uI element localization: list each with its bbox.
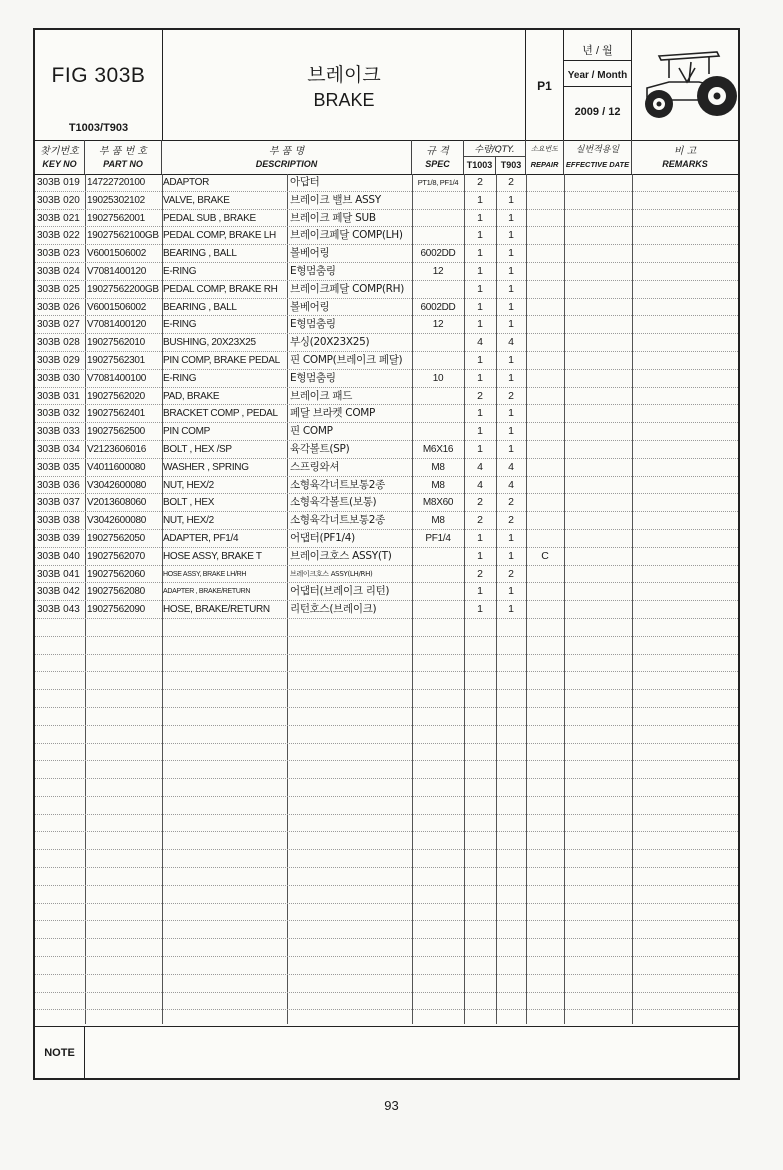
cell-key: 303B 033 xyxy=(37,426,80,438)
empty-row xyxy=(35,655,738,673)
cell-desc: PIN COMP xyxy=(163,426,211,438)
table-row xyxy=(35,494,738,512)
cell-q1: 1 xyxy=(477,264,483,277)
col-spec: 규 격 SPEC xyxy=(412,140,464,174)
empty-row xyxy=(35,797,738,815)
cell-q1: 1 xyxy=(477,549,483,562)
cell-ko: 육각볼트(SP) xyxy=(290,442,350,455)
cell-spec: PF1/4 xyxy=(425,532,451,544)
cell-q2: 1 xyxy=(508,549,514,562)
cell-rem xyxy=(526,316,564,333)
parts-rows xyxy=(35,174,738,1010)
col-qty-t903: T903 xyxy=(496,156,526,174)
parts-table xyxy=(35,174,738,1024)
cell-rem xyxy=(526,281,564,298)
cell-q2: 1 xyxy=(508,371,514,384)
cell-spec: M6X16 xyxy=(422,443,454,455)
cell-desc: PAD, BRAKE xyxy=(163,390,220,402)
cell-rem xyxy=(526,423,564,440)
cell-spec: PT1/8, PF1/4 xyxy=(417,178,459,187)
cell-ko: 브레이크 밸브 ASSY xyxy=(290,193,381,206)
cell-desc: E-RING xyxy=(163,319,197,331)
cell-q2: 4 xyxy=(508,336,514,349)
cell-key: 303B 035 xyxy=(37,461,80,473)
cell-key: 303B 020 xyxy=(37,194,80,206)
empty-row xyxy=(35,708,738,726)
cell-desc: WASHER , SPRING xyxy=(163,461,249,473)
cell-q2: 1 xyxy=(508,211,514,224)
cell-q1: 4 xyxy=(477,460,483,473)
cell-desc: PEDAL SUB , BRAKE xyxy=(163,212,256,224)
cell-rem xyxy=(526,583,564,600)
cell-key: 303B 034 xyxy=(37,443,80,455)
column-header-row xyxy=(35,140,738,175)
empty-row xyxy=(35,939,738,957)
cell-desc: BOLT , HEX /SP xyxy=(163,443,232,455)
cell-rem xyxy=(526,441,564,458)
cell-spec xyxy=(412,227,464,244)
empty-row xyxy=(35,637,738,655)
cell-q1: 1 xyxy=(477,585,483,598)
table-row xyxy=(35,316,738,334)
table-row xyxy=(35,405,738,423)
cell-key: 303B 037 xyxy=(37,497,80,509)
figure-number: FIG 303B xyxy=(51,64,146,87)
title-cell xyxy=(163,30,526,140)
cell-key: 303B 021 xyxy=(37,212,80,224)
cell-q1: 1 xyxy=(477,282,483,295)
cell-q2: 1 xyxy=(508,264,514,277)
empty-row xyxy=(35,868,738,886)
cell-spec xyxy=(412,405,464,422)
table-row xyxy=(35,174,738,192)
empty-row xyxy=(35,726,738,744)
cell-q2: 1 xyxy=(508,425,514,438)
cell-ko: 핀 COMP xyxy=(290,425,333,438)
cell-ko: 어댑터(PF1/4) xyxy=(290,531,355,544)
cell-q1: 1 xyxy=(477,531,483,544)
cell-desc: ADAPTOR xyxy=(163,177,210,188)
cell-q1: 1 xyxy=(477,229,483,242)
cell-spec xyxy=(412,423,464,440)
empty-row xyxy=(35,850,738,868)
cell-rem xyxy=(526,245,564,262)
cell-q1: 2 xyxy=(477,567,483,580)
cell-part: 14722720100 xyxy=(87,177,145,188)
cell-part: V3042600080 xyxy=(87,479,146,491)
cell-ko: E형멈춤링 xyxy=(290,318,336,331)
cell-rem xyxy=(526,388,564,405)
cell-q2: 2 xyxy=(508,567,514,580)
cell-part: 19027562100GB xyxy=(87,230,159,242)
col-key: 찾기번호 KEY NO xyxy=(35,140,85,174)
table-row xyxy=(35,299,738,317)
cell-spec: 12 xyxy=(432,319,444,331)
table-row xyxy=(35,334,738,352)
cell-part: V6001506002 xyxy=(87,248,146,260)
cell-ko: 소형육각너트보통2종 xyxy=(290,478,385,491)
cell-q2: 2 xyxy=(508,389,514,402)
cell-part: V4011600080 xyxy=(87,461,146,473)
cell-ko: 브레이크 패드 xyxy=(290,389,353,402)
cell-ko: 볼베어링 xyxy=(290,300,330,313)
cell-rem xyxy=(526,459,564,476)
cell-part: 19027562070 xyxy=(87,550,145,562)
cell-rem xyxy=(526,601,564,618)
table-row xyxy=(35,245,738,263)
table-row xyxy=(35,601,738,619)
cell-ko: 브레이크페달 COMP(RH) xyxy=(290,282,405,295)
empty-row xyxy=(35,993,738,1011)
cell-part: 19027562001 xyxy=(87,212,145,224)
table-row xyxy=(35,530,738,548)
cell-ko: 브레이크호스 ASSY(LH/RH) xyxy=(290,569,373,578)
cell-ko: 브레이크호스 ASSY(T) xyxy=(290,549,392,562)
table-row xyxy=(35,388,738,406)
empty-row xyxy=(35,886,738,904)
cell-rem xyxy=(526,192,564,209)
cell-spec xyxy=(412,192,464,209)
cell-part: 19027562200GB xyxy=(87,283,159,295)
cell-q1: 4 xyxy=(477,336,483,349)
cell-spec xyxy=(412,352,464,369)
cell-key: 303B 029 xyxy=(37,354,80,366)
cell-key: 303B 031 xyxy=(37,390,80,402)
cell-q2: 1 xyxy=(508,229,514,242)
cell-desc: PIN COMP, BRAKE PEDAL xyxy=(163,354,280,366)
sheet-header xyxy=(35,30,738,141)
cell-q1: 1 xyxy=(477,407,483,420)
cell-q1: 2 xyxy=(477,496,483,509)
cell-desc: HOSE, BRAKE/RETURN xyxy=(163,604,270,616)
cell-spec xyxy=(412,601,464,618)
cell-q1: 1 xyxy=(477,211,483,224)
cell-rem xyxy=(526,494,564,511)
cell-rem xyxy=(526,263,564,280)
cell-q2: 1 xyxy=(508,442,514,455)
cell-q1: 1 xyxy=(477,353,483,366)
year-month-cell xyxy=(564,30,632,140)
cell-spec xyxy=(412,281,464,298)
cell-part: V3042600080 xyxy=(87,515,146,527)
col-description: 부 품 명 DESCRIPTION xyxy=(162,140,412,174)
cell-rem: C xyxy=(541,549,549,562)
title-english: BRAKE xyxy=(313,90,375,110)
cell-key: 303B 019 xyxy=(37,177,80,188)
cell-desc: ADAPTER , BRAKE/RETURN xyxy=(163,588,251,596)
cell-part: 19027562401 xyxy=(87,408,145,420)
cell-desc: ADAPTER, PF1/4 xyxy=(163,532,239,544)
empty-row xyxy=(35,744,738,762)
cell-rem xyxy=(526,370,564,387)
cell-rem xyxy=(526,530,564,547)
cell-q1: 2 xyxy=(477,176,483,188)
cell-q1: 2 xyxy=(477,389,483,402)
cell-part: 19027562050 xyxy=(87,532,145,544)
cell-spec: 10 xyxy=(432,372,444,384)
cell-key: 303B 022 xyxy=(37,230,80,242)
empty-row xyxy=(35,975,738,993)
cell-ko: 소형육각볼트(보통) xyxy=(290,496,377,509)
cell-desc: PEDAL COMP, BRAKE LH xyxy=(163,230,276,242)
empty-row xyxy=(35,832,738,850)
cell-part: 19027562010 xyxy=(87,337,145,349)
page-code: P1 xyxy=(537,79,552,93)
table-row xyxy=(35,477,738,495)
cell-key: 303B 042 xyxy=(37,586,80,598)
cell-rem xyxy=(526,174,564,191)
cell-desc: NUT, HEX/2 xyxy=(163,479,214,491)
cell-spec: M8 xyxy=(431,461,445,473)
cell-part: 19027562090 xyxy=(87,604,145,616)
cell-q2: 1 xyxy=(508,585,514,598)
cell-key: 303B 024 xyxy=(37,265,80,277)
table-row xyxy=(35,192,738,210)
model-name: T1003/T903 xyxy=(68,122,129,134)
table-row xyxy=(35,210,738,228)
cell-ko: E형멈춤링 xyxy=(290,371,336,384)
page-number: 93 xyxy=(384,1098,399,1113)
cell-part: 19027562500 xyxy=(87,426,145,438)
empty-row xyxy=(35,957,738,975)
issue-date: 2009 / 12 xyxy=(574,106,621,118)
cell-key: 303B 043 xyxy=(37,604,80,616)
cell-desc: BEARING , BALL xyxy=(163,248,237,260)
cell-key: 303B 025 xyxy=(37,283,80,295)
cell-part: V2013608060 xyxy=(87,497,146,509)
cell-spec: M8X60 xyxy=(422,497,454,509)
cell-q1: 1 xyxy=(477,371,483,384)
table-row xyxy=(35,370,738,388)
cell-ko: 어댑터(브레이크 리턴) xyxy=(290,585,390,598)
cell-key: 303B 036 xyxy=(37,479,80,491)
empty-row xyxy=(35,690,738,708)
cell-ko: 브레이크페달 COMP(LH) xyxy=(290,229,403,242)
cell-rem xyxy=(526,299,564,316)
cell-ko: 소형육각너트보통2종 xyxy=(290,514,385,527)
year-month-english: Year / Month xyxy=(567,70,628,81)
parts-sheet xyxy=(33,28,740,1080)
col-remarks: 비 고 REMARKS xyxy=(662,146,708,169)
cell-rem xyxy=(526,352,564,369)
table-row xyxy=(35,566,738,584)
cell-key: 303B 026 xyxy=(37,301,80,313)
cell-q2: 1 xyxy=(508,531,514,544)
cell-desc: E-RING xyxy=(163,372,197,384)
cell-spec: M8 xyxy=(431,479,445,491)
title-korean: 브레이크 xyxy=(307,65,381,86)
table-row xyxy=(35,281,738,299)
cell-desc: NUT, HEX/2 xyxy=(163,515,214,527)
cell-part: 19027562020 xyxy=(87,390,145,402)
tractor-icon xyxy=(639,38,737,132)
cell-q2: 1 xyxy=(508,353,514,366)
cell-rem xyxy=(526,566,564,583)
cell-part: 19027562301 xyxy=(87,354,145,366)
note-label: NOTE xyxy=(35,1027,85,1079)
cell-key: 303B 040 xyxy=(37,550,80,562)
cell-q1: 4 xyxy=(477,478,483,491)
cell-spec xyxy=(412,583,464,600)
table-row xyxy=(35,459,738,477)
empty-row xyxy=(35,619,738,637)
cell-desc: VALVE, BRAKE xyxy=(163,194,230,206)
cell-part: V2123606016 xyxy=(87,443,146,455)
cell-spec xyxy=(412,210,464,227)
cell-ko: 브레이크 페달 SUB xyxy=(290,211,376,224)
year-month-korean: 년 / 월 xyxy=(582,45,613,57)
cell-desc: E-RING xyxy=(163,265,197,277)
cell-spec: 6002DD xyxy=(420,248,456,260)
cell-q2: 4 xyxy=(508,460,514,473)
col-part-no: 부 품 번 호 PART NO xyxy=(85,140,162,174)
cell-key: 303B 038 xyxy=(37,515,80,527)
cell-q1: 1 xyxy=(477,318,483,331)
table-row xyxy=(35,583,738,601)
cell-q2: 1 xyxy=(508,300,514,313)
cell-rem xyxy=(526,210,564,227)
cell-q1: 1 xyxy=(477,300,483,313)
cell-rem xyxy=(526,227,564,244)
cell-desc: BOLT , HEX xyxy=(163,497,215,509)
empty-row xyxy=(35,672,738,690)
col-repair: 소요번도 REPAIR xyxy=(526,140,564,174)
cell-part: V7081400120 xyxy=(87,265,146,277)
cell-q2: 1 xyxy=(508,247,514,260)
cell-key: 303B 032 xyxy=(37,408,80,420)
empty-row xyxy=(35,815,738,833)
table-row xyxy=(35,423,738,441)
cell-part: V6001506002 xyxy=(87,301,146,313)
cell-part: 19025302102 xyxy=(87,194,145,206)
table-row xyxy=(35,548,738,566)
cell-spec: 6002DD xyxy=(420,301,456,313)
cell-desc: HOSE ASSY, BRAKE LH/RH xyxy=(163,570,247,578)
table-row xyxy=(35,441,738,459)
cell-rem xyxy=(526,334,564,351)
cell-spec: M8 xyxy=(431,515,445,527)
cell-desc: BRACKET COMP , PEDAL xyxy=(163,408,278,420)
cell-ko: 아답터 xyxy=(290,176,320,188)
cell-ko: 핀 COMP(브레이크 페달) xyxy=(290,353,403,366)
cell-key: 303B 027 xyxy=(37,319,80,331)
cell-q1: 1 xyxy=(477,442,483,455)
table-row xyxy=(35,512,738,530)
cell-q2: 2 xyxy=(508,176,514,188)
cell-q2: 1 xyxy=(508,603,514,616)
cell-ko: E형멈춤링 xyxy=(290,264,336,277)
cell-key: 303B 023 xyxy=(37,248,80,260)
cell-key: 303B 041 xyxy=(37,568,80,580)
cell-part: V7081400120 xyxy=(87,319,146,331)
cell-key: 303B 028 xyxy=(37,337,80,349)
cell-ko: 스프링와셔 xyxy=(290,460,340,473)
cell-part: 19027562060 xyxy=(87,568,145,580)
cell-ko: 볼베어링 xyxy=(290,247,330,260)
cell-desc: PEDAL COMP, BRAKE RH xyxy=(163,283,278,295)
cell-q1: 1 xyxy=(477,603,483,616)
empty-row xyxy=(35,761,738,779)
cell-q2: 1 xyxy=(508,407,514,420)
page-cell xyxy=(526,30,564,140)
cell-part: V7081400100 xyxy=(87,372,146,384)
cell-spec xyxy=(412,548,464,565)
cell-q1: 2 xyxy=(477,514,483,527)
cell-key: 303B 030 xyxy=(37,372,80,384)
col-qty-t1003: T1003 xyxy=(464,156,496,174)
cell-ko: 페달 브라켓 COMP xyxy=(290,407,376,420)
table-row xyxy=(35,227,738,245)
cell-q2: 4 xyxy=(508,478,514,491)
cell-q1: 1 xyxy=(477,247,483,260)
table-row xyxy=(35,352,738,370)
cell-ko: 리턴호스(브레이크) xyxy=(290,603,377,616)
cell-desc: HOSE ASSY, BRAKE T xyxy=(163,550,262,562)
cell-q2: 1 xyxy=(508,193,514,206)
cell-spec: 12 xyxy=(432,265,444,277)
empty-row xyxy=(35,921,738,939)
cell-q2: 2 xyxy=(508,496,514,509)
col-effective-date: 실번적용일 EFFECTIVE DATE xyxy=(564,140,632,174)
cell-spec xyxy=(412,334,464,351)
cell-spec xyxy=(412,566,464,583)
col-qty: 수량/QTY. T1003 T903 xyxy=(464,140,526,174)
empty-row xyxy=(35,904,738,922)
note-section xyxy=(35,1026,738,1079)
figure-cell xyxy=(35,30,163,140)
cell-q2: 1 xyxy=(508,318,514,331)
cell-spec xyxy=(412,388,464,405)
cell-desc: BUSHING, 20X23X25 xyxy=(163,337,256,349)
cell-key: 303B 039 xyxy=(37,532,80,544)
cell-q2: 1 xyxy=(508,282,514,295)
cell-desc: BEARING , BALL xyxy=(163,301,237,313)
cell-rem xyxy=(526,405,564,422)
cell-q1: 1 xyxy=(477,193,483,206)
cell-rem xyxy=(526,512,564,529)
cell-ko: 부싱(20X23X25) xyxy=(290,336,370,349)
table-row xyxy=(35,263,738,281)
cell-part: 19027562080 xyxy=(87,586,145,598)
cell-q2: 2 xyxy=(508,514,514,527)
cell-rem xyxy=(526,477,564,494)
empty-row xyxy=(35,779,738,797)
cell-q1: 1 xyxy=(477,425,483,438)
